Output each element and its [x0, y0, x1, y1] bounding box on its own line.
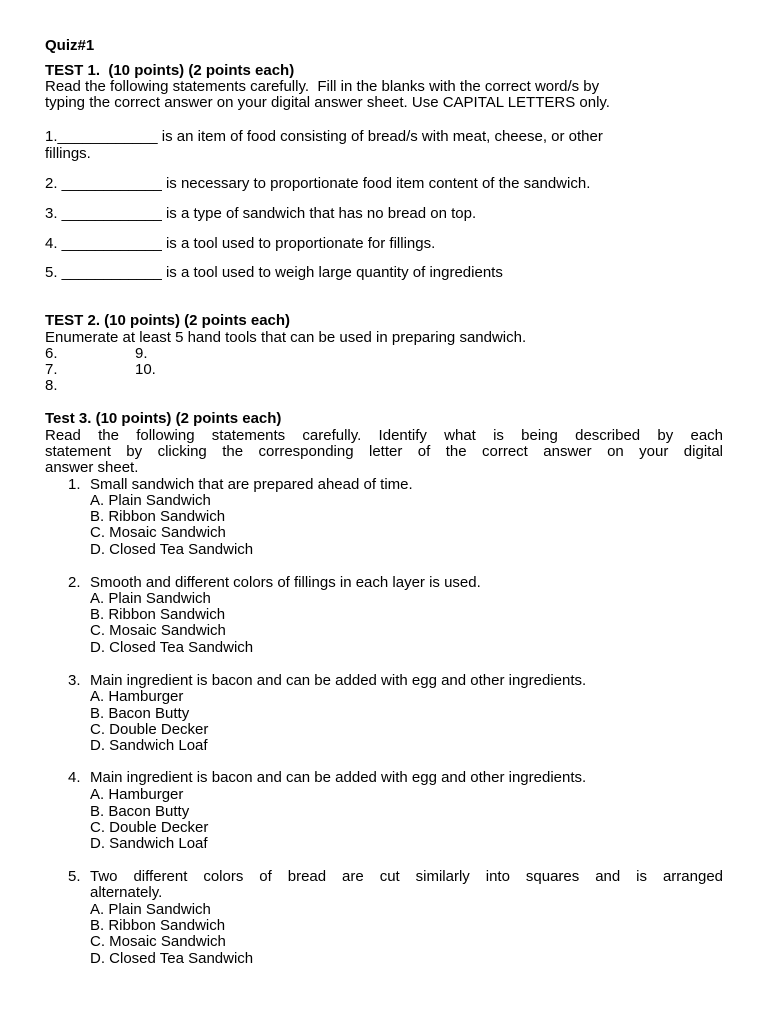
test3-instruction-line: answer sheet. [45, 459, 139, 476]
option-a[interactable]: A. Hamburger [90, 688, 184, 705]
question-text: Small sandwich that are prepared ahead of time. [90, 476, 413, 493]
option-c[interactable]: C. Mosaic Sandwich [90, 933, 226, 950]
question-text: Two different colors of bread are cut similarly into squares and is arranged [90, 868, 723, 885]
option-d[interactable]: D. Closed Tea Sandwich [90, 950, 254, 967]
option-c[interactable]: C. Mosaic Sandwich [90, 622, 226, 639]
question-number: 3. [68, 672, 81, 689]
test1-item-2: 2. ____________ is necessary to proportionate food item content of the sandwich. [45, 175, 591, 192]
question-number: 5. [68, 868, 81, 885]
test3-heading: Test 3. (10 points) (2 points each) [45, 410, 282, 427]
option-d[interactable]: D. Sandwich Loaf [90, 737, 208, 754]
option-b[interactable]: B. Bacon Butty [90, 705, 190, 722]
option-c[interactable]: C. Double Decker [90, 819, 209, 836]
option-b[interactable]: B. Bacon Butty [90, 803, 190, 820]
test1-item-3: 3. ____________ is a type of sandwich that has no bread on top. [45, 205, 477, 222]
option-c[interactable]: C. Double Decker [90, 721, 209, 738]
test2-blank-10: 10. [135, 361, 156, 378]
question-text-cont: alternately. [90, 884, 163, 901]
question-text: Smooth and different colors of fillings in each layer is used. [90, 574, 481, 591]
test1-item-4: 4. ____________ is a tool used to proportionate for fillings. [45, 235, 436, 252]
test1-heading: TEST 1. (10 points) (2 points each) [45, 62, 295, 79]
question-number: 2. [68, 574, 81, 591]
option-c[interactable]: C. Mosaic Sandwich [90, 524, 226, 541]
test2-blank-8: 8. [45, 377, 58, 394]
test2-heading: TEST 2. (10 points) (2 points each) [45, 312, 291, 329]
test1-instruction-line: Read the following statements carefully. Fill in the blanks with the correct word/s by [45, 78, 600, 95]
question-number: 4. [68, 769, 81, 786]
quiz-title: Quiz#1 [45, 37, 95, 54]
option-a[interactable]: A. Plain Sandwich [90, 590, 211, 607]
option-d[interactable]: D. Closed Tea Sandwich [90, 541, 254, 558]
option-d[interactable]: D. Sandwich Loaf [90, 835, 208, 852]
test1-instruction-line: typing the correct answer on your digital answer sheet. Use CAPITAL LETTERS only. [45, 94, 610, 111]
option-a[interactable]: A. Plain Sandwich [90, 492, 211, 509]
test1-item-5: 5. ____________ is a tool used to weigh large quantity of ingredients [45, 264, 503, 281]
test3-instruction-line: Read the following statements carefully. Identify what is being described by each [45, 427, 723, 444]
option-a[interactable]: A. Plain Sandwich [90, 901, 211, 918]
test2-blank-9: 9. [135, 345, 148, 362]
option-a[interactable]: A. Hamburger [90, 786, 184, 803]
question-text: Main ingredient is bacon and can be added with egg and other ingredients. [90, 769, 587, 786]
test1-item-1-cont: fillings. [45, 145, 91, 162]
test2-blank-6: 6. [45, 345, 58, 362]
option-b[interactable]: B. Ribbon Sandwich [90, 508, 226, 525]
option-d[interactable]: D. Closed Tea Sandwich [90, 639, 254, 656]
test2-instruction: Enumerate at least 5 hand tools that can be used in preparing sandwich. [45, 329, 527, 346]
option-b[interactable]: B. Ribbon Sandwich [90, 606, 226, 623]
question-text: Main ingredient is bacon and can be added with egg and other ingredients. [90, 672, 587, 689]
option-b[interactable]: B. Ribbon Sandwich [90, 917, 226, 934]
test3-instruction-line: statement by clicking the corresponding letter of the correct answer on your digital [45, 443, 723, 460]
test2-blank-7: 7. [45, 361, 58, 378]
question-number: 1. [68, 476, 81, 493]
test1-item-1: 1.____________ is an item of food consisting of bread/s with meat, cheese, or other [45, 128, 603, 145]
